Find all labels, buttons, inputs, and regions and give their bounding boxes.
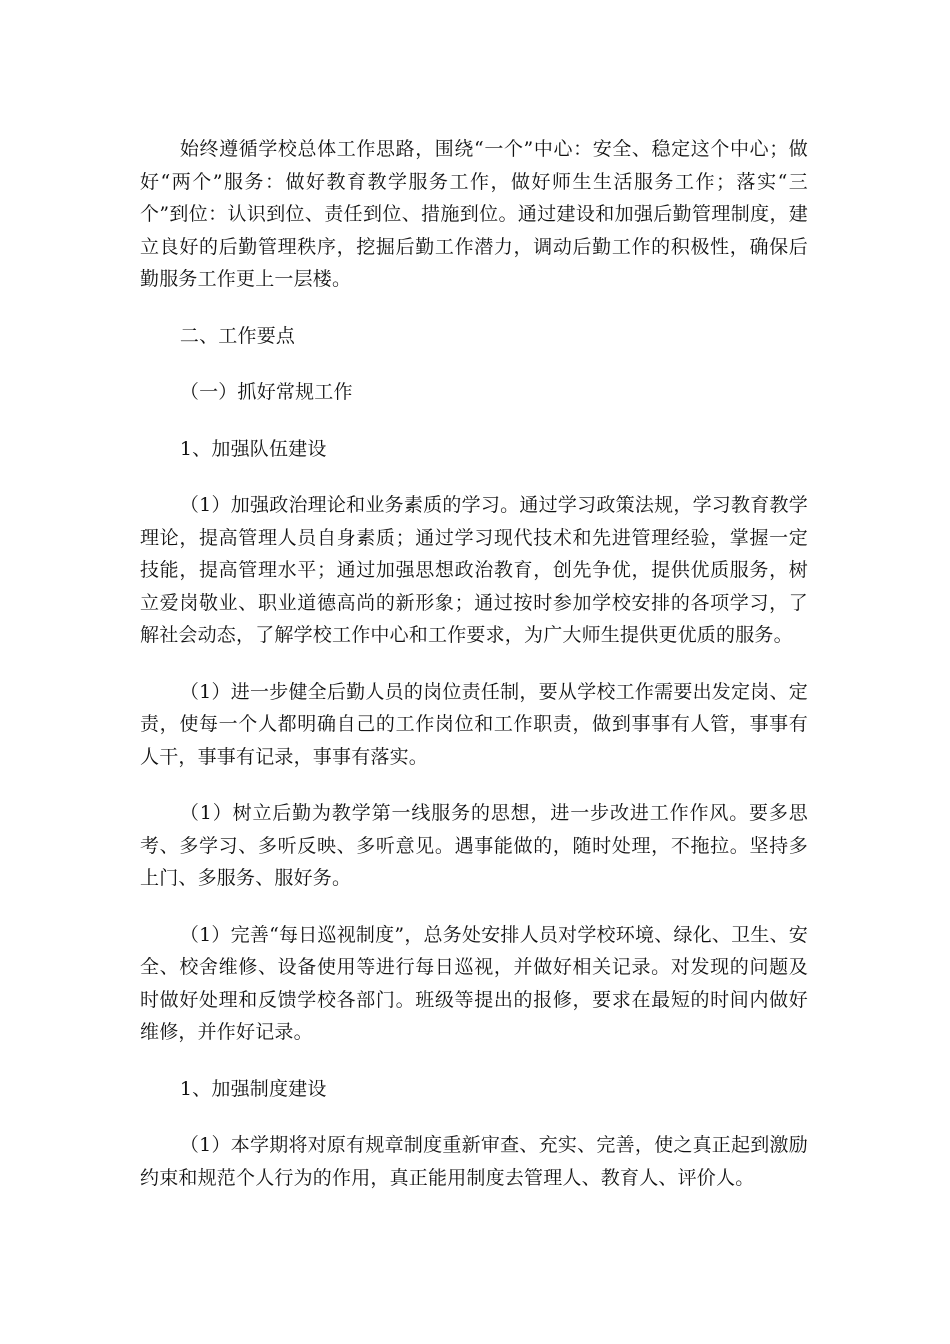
paragraph-study: （1）加强政治理论和业务素质的学习。通过学习政策法规，学习教育教学理论，提高管理人员自身素质；通过学习现代技术和先进管理经验，掌握一定技能，提高管理水平；通过加强思想政治教育，创先争优，提供优质服务，树立爱岗敬业、职业道德高尚的新形象；通过按时参加学校安排的各项学习，了解社会动态，了解学校工作中心和工作要求，为广大师生提供更优质的服务。: [140, 494, 808, 646]
item-heading-team-building: 1、加强队伍建设: [179, 437, 327, 460]
paragraph-rules-review: （1）本学期将对原有规章制度重新审查、充实、完善，使之真正起到激励约束和规范个人行为的作用，真正能用制度去管理人、教育人、评价人。: [140, 1134, 808, 1189]
document-body: [140, 133, 808, 1194]
paragraph-daily-inspection: （1）完善“每日巡视制度”，总务处安排人员对学校环境、绿化、卫生、安全、校舍维修、设备使用等进行每日巡视，并做好相关记录。对发现的问题及时做好处理和反馈学校各部门。班级等提出的报修，要求在最短的时间内做好维修，并作好记录。: [140, 923, 808, 1043]
subsection-heading-routine-work: （一）抓好常规工作: [179, 381, 353, 403]
paragraph-service-attitude: （1）树立后勤为教学第一线服务的思想，进一步改进工作作风。要多思考、多学习、多听反映、多听意见。遇事能做的，随时处理，不拖拉。坚持多上门、多服务、服好务。: [140, 802, 808, 889]
intro-paragraph: 始终遵循学校总体工作思路，围绕“一个”中心：安全、稳定这个中心；做好“两个”服务：做好教育教学服务工作，做好师生生活服务工作；落实“三个”到位：认识到位、责任到位、措施到位。通过建设和加强后勤管理制度，建立良好的后勤管理秩序，挖掘后勤工作潜力，调动后勤工作的积极性，确保后勤服务工作更上一层楼。: [140, 138, 808, 290]
paragraph-responsibility: （1）进一步健全后勤人员的岗位责任制，要从学校工作需要出发定岗、定责，使每一个人都明确自己的工作岗位和工作职责，做到事事有人管，事事有人干，事事有记录，事事有落实。: [140, 680, 808, 768]
section-heading-work-points: 二、工作要点: [179, 324, 296, 347]
item-heading-system-building: 1、加强制度建设: [179, 1077, 327, 1100]
